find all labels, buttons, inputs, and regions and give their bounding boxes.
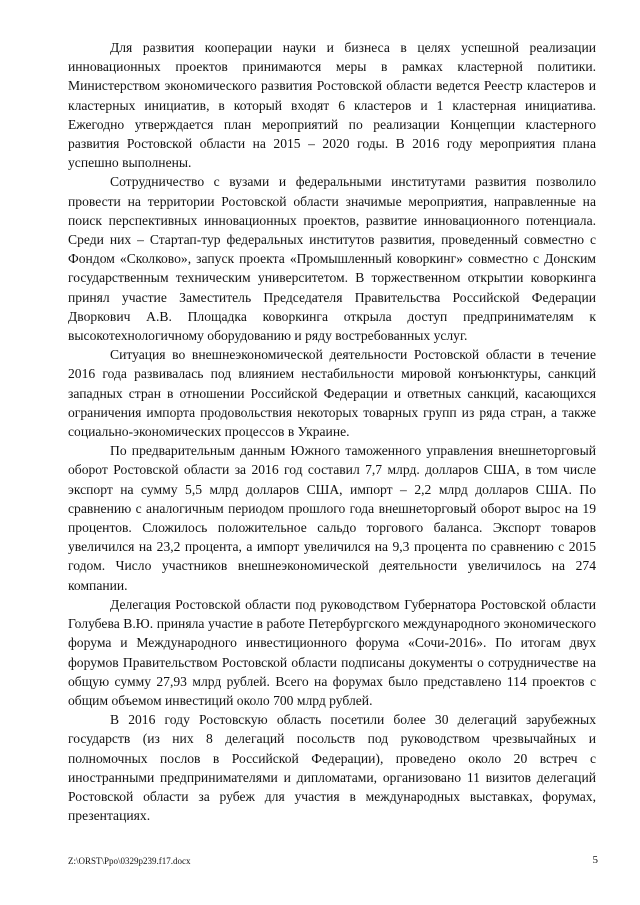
paragraph-foreign-economic-situation: Ситуация во внешнеэкономической деятельности Ростовской области в течение 2016 года развивалась под влиянием нестабильности мировой конъюнктуры, санкций западных стран в отношении Российской Федерации и ответных санкций, касающихся ограничения импорта продовольствия некоторых товарных групп из ряда стран, а также социально-экономических процессов в Украине.	[68, 347, 596, 440]
paragraph-foreign-delegations: В 2016 году Ростовскую область посетили более 30 делегаций зарубежных государств (из них 8 делегаций посольств под руководством чрезвычайных и полномочных послов в Российской Федерации), проведено около 20 встреч с иностранными предпринимателями и дипломатами, организовано 11 визитов делегаций Ростовской области за рубеж для участия в международных выставках, форумах, презентациях.	[68, 712, 596, 824]
document-body	[68, 38, 596, 825]
paragraph-forums-delegation: Делегация Ростовской области под руководством Губернатора Ростовской области Голубева В.Ю. приняла участие в работе Петербургского международного экономического форума и Международного инвестиционного форума «Сочи-2016». По итогам двух форумов Правительством Ростовской области подписаны документы о сотрудничестве на общую сумму 27,93 млрд рублей. Всего на форумах было представлено 114 проектов с общим объемом инвестиций около 700 млрд рублей.	[68, 596, 596, 708]
paragraph-trade-turnover: По предварительным данным Южного таможенного управления внешнеторговый оборот Ростовской области за 2016 год составил 7,7 млрд. долларов США, в том числе экспорт на сумму 5,5 млрд долларов США, импорт – 2,2 млрд долларов США. По сравнению с аналогичным периодом прошлого года внешнеторговый оборот вырос на 19 процентов. Сложилось положительное сальдо торгового баланса. Экспорт товаров увеличился на 23,2 процента, а импорт увеличился на 9,3 процента по сравнению с 2015 годом. Число участников внешнеэкономической деятельности увеличилось на 274 компании.	[68, 443, 596, 593]
footer-file-path: Z:\ORST\Ppo\0329p239.f17.docx	[68, 856, 191, 866]
paragraph-cooperation-universities: Сотрудничество с вузами и федеральными институтами развития позволило провести на территории Ростовской области значимые мероприятия, направленные на поиск перспективных инновационных проектов, развитие инновационного потенциала. Среди них – Стартап-тур федеральных институтов развития, проведенный совместно с Фондом «Сколково», запуск проекта «Промышленный коворкинг» совместно с Донским государственным техническим университетом. В торжественном открытии коворкинга принял участие Заместитель Председателя Правительства Российской Федерации Дворкович А.В. Площадка коворкинга открыла доступ предпринимателям к высокотехнологичному оборудованию и ряду востребованных услуг.	[68, 174, 596, 344]
paragraph-cluster-policy: Для развития кооперации науки и бизнеса в целях успешной реализации инновационных проектов принимаются меры в рамках кластерной политики. Министерством экономического развития Ростовской области ведется Реестр кластеров и кластерных инициатив, в который входят 6 кластеров и 1 кластерная инициатива. Ежегодно утверждается план мероприятий по реализации Концепции кластерного развития Ростовской области на 2015 – 2020 годы. В 2016 году мероприятия плана успешно выполнены.	[68, 40, 596, 171]
page-number: 5	[592, 854, 598, 866]
